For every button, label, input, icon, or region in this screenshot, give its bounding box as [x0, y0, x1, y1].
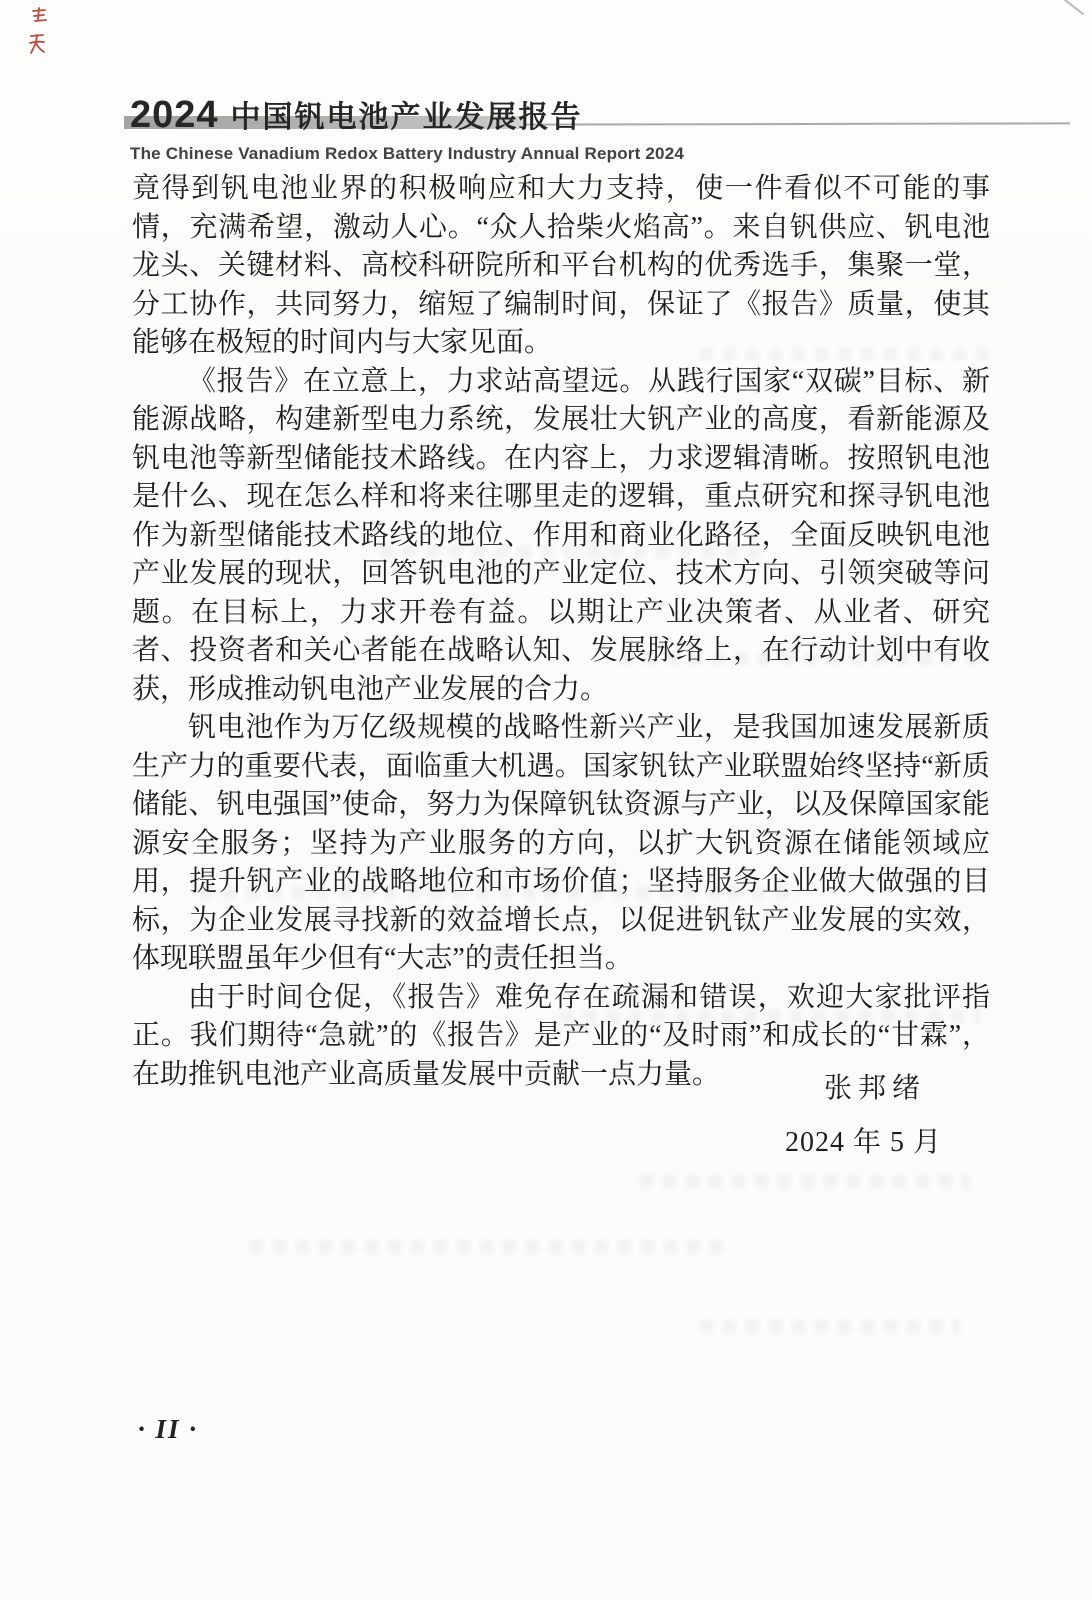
page-header: [130, 92, 1066, 164]
report-title-row: [130, 92, 1066, 137]
report-title-chinese: 中国钒电池产业发展报告: [230, 101, 583, 134]
preface-body: [132, 170, 990, 1094]
page-number: · II ·: [138, 1414, 199, 1444]
report-year: 2024: [130, 94, 219, 136]
signature-block: [785, 1066, 942, 1160]
bleed-through-artifact: [250, 1240, 730, 1253]
scan-corner-mark: [1064, 0, 1084, 15]
header-rule-line: [524, 122, 1070, 125]
red-ink-mark: [27, 33, 47, 55]
signature-date: 2024 年 5 月: [784, 1127, 942, 1158]
bleed-through-artifact: [700, 1320, 960, 1333]
paragraph-continuation: 竟得到钒电池业界的积极响应和大力支持，使一件看似不可能的事情，充满希望，激动人心。“众人拾柴火焰高”。来自钒供应、钒电池龙头、关键材料、高校科研院所和平台机构的优秀选手，集聚一堂，分工协作，共同努力，缩短了编制时间，保证了《报告》质量，使其能够在极短的时间内与大家见面。: [132, 173, 990, 358]
paragraph-report-intent: 《报告》在立意上，力求站高望远。从践行国家“双碳”目标、新能源战略，构建新型电力系统，发展壮大钒产业的高度，看新能源及钒电池等新型储能技术路线。在内容上，力求逻辑清晰。按照钒电池是什么、现在怎么样和将来往哪里走的逻辑，重点研究和探寻钒电池作为新型储能技术路线的地位、作用和商业化路径，全面反映钒电池产业发展的现状，回答钒电池的产业定位、技术方向、引领突破等问题。在目标上，力求开卷有益。以期让产业决策者、从业者、研究者、投资者和关心者能在战略认知、发展脉络上，在行动计划中有收获，形成推动钒电池产业发展的合力。: [132, 365, 990, 705]
signature-name: 张邦绪: [823, 1073, 926, 1104]
bleed-through-artifact: [640, 1175, 970, 1188]
paragraph-industry-mission: 钒电池作为万亿级规模的战略性新兴产业，是我国加速发展新质生产力的重要代表，面临重大机遇。国家钒钛产业联盟始终坚持“新质储能、钒电强国”使命，努力为保障钒钛资源与产业，以及保障国家能源安全服务；坚持为产业服务的方向，以扩大钒资源在储能领域应用，提升钒产业的战略地位和市场价值；坚持服务企业做大做强的目标，为企业发展寻找新的效益增长点，以促进钒钛产业发展的实效，体现联盟虽年少但有“大志”的责任担当。: [132, 712, 990, 974]
report-title-english: The Chinese Vanadium Redox Battery Industry Annual Report 2024: [130, 144, 685, 163]
red-ink-mark: [30, 7, 50, 27]
paragraph-closing: 由于时间仓促，《报告》难免存在疏漏和错误，欢迎大家批评指正。我们期待“急就”的《报告》是产业的“及时雨”和成长的“甘霖”，在助推钒电池产业高质量发展中贡献一点力量。: [132, 981, 990, 1090]
